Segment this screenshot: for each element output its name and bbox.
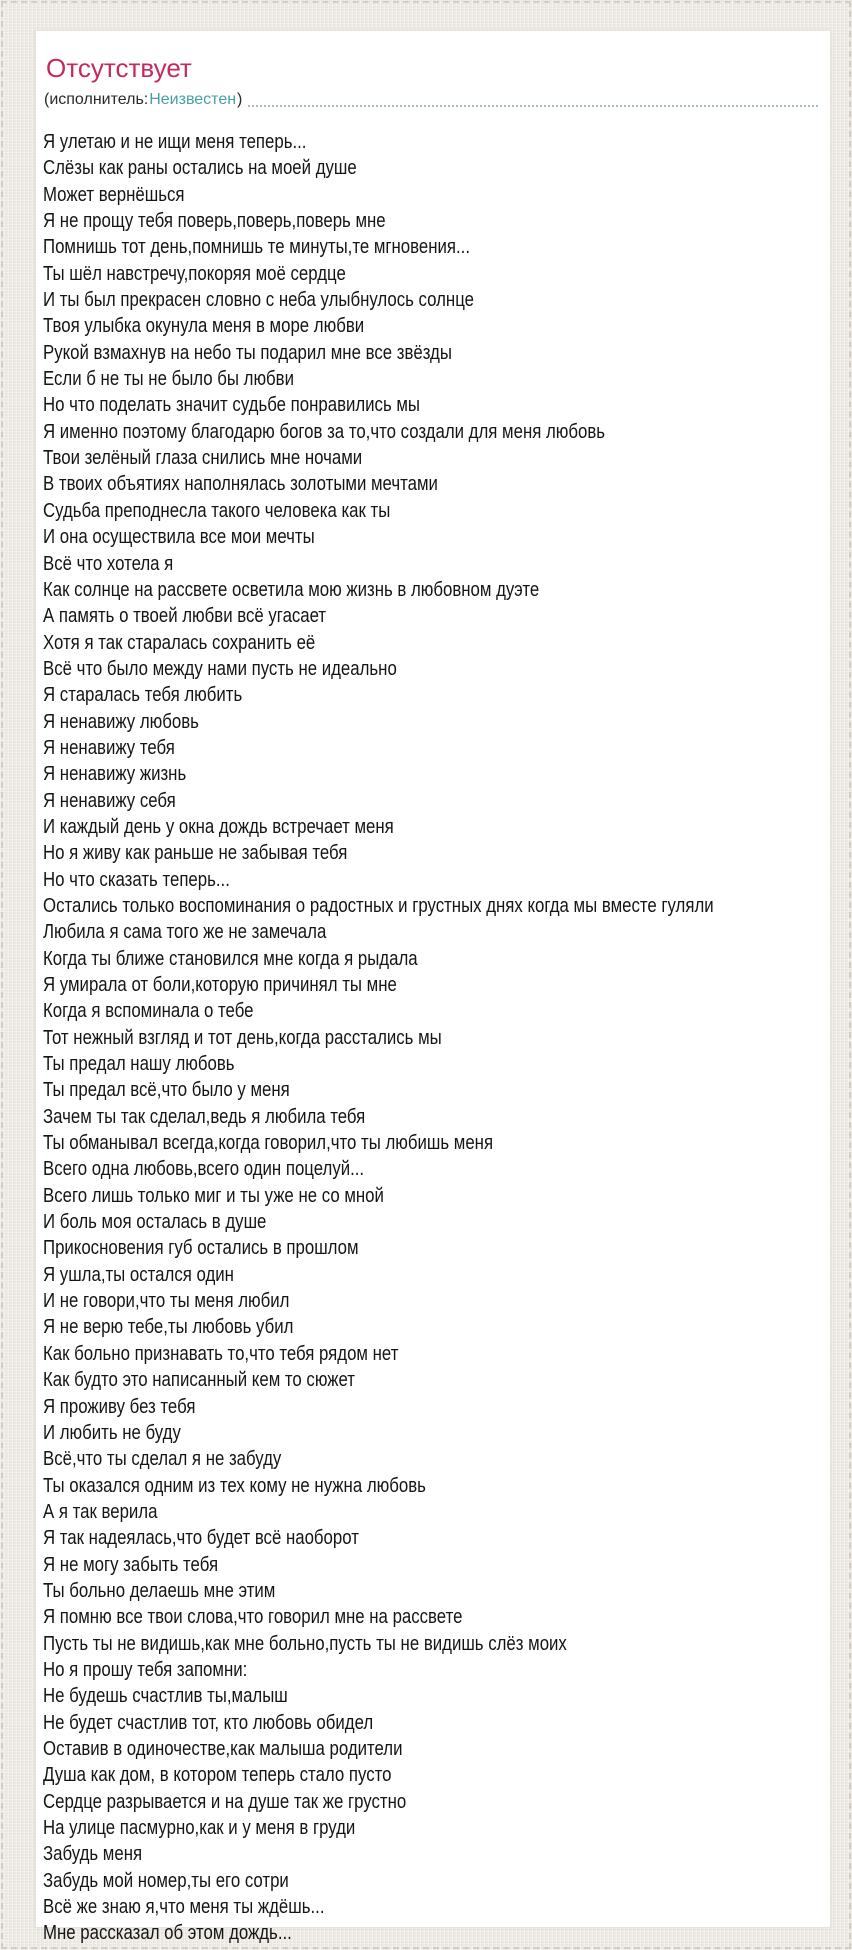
- lyric-line: Но что поделать значит судьбе понравились мы: [43, 394, 421, 417]
- lyric-line: Помнишь тот день,помнишь те минуты,те мгновения...: [43, 236, 470, 259]
- lyric-line: Я не прощу тебя поверь,поверь,поверь мне: [43, 210, 386, 233]
- artist-row: [44, 89, 820, 111]
- lyric-line: Хотя я так старалась сохранить её: [43, 631, 316, 654]
- lyric-line: Я старалась тебя любить: [43, 684, 243, 707]
- lyric-line: Я ушла,ты остался один: [43, 1263, 234, 1286]
- lyric-line: А я так верила: [43, 1500, 158, 1523]
- lyric-line: Всё же знаю я,что меня ты ждёшь...: [43, 1896, 325, 1919]
- lyric-line: Любила я сама того же не замечала: [43, 921, 327, 944]
- lyric-line: Сердце разрывается и на душе так же грустно: [43, 1790, 407, 1813]
- lyric-line: И боль моя осталась в душе: [43, 1211, 267, 1234]
- lyric-line: Я улетаю и не ищи меня теперь...: [43, 131, 307, 153]
- lyric-line: Мне рассказал об этом дождь...: [43, 1922, 292, 1945]
- lyric-line: Ты обманывал всегда,когда говорил,что ты любишь меня: [43, 1132, 494, 1155]
- lyric-line: Слёзы как раны остались на моей душе: [43, 157, 357, 180]
- lyric-line: Твоя улыбка окунула меня в море любви: [43, 315, 365, 338]
- lyric-line: Всё,что ты сделал я не забуду: [43, 1448, 282, 1471]
- lyric-line: Зачем ты так сделал,ведь я любила тебя: [43, 1105, 366, 1128]
- lyrics-card: [35, 30, 831, 1945]
- lyric-line: А память о твоей любви всё угасает: [43, 605, 327, 628]
- lyric-line: Я не могу забыть тебя: [43, 1553, 219, 1576]
- artist-close-paren: ): [237, 91, 243, 108]
- lyric-line: Всего одна любовь,всего один поцелуй...: [43, 1158, 365, 1181]
- lyric-line: И не говори,что ты меня любил: [43, 1290, 290, 1313]
- lyric-line: И она осуществила все мои мечты: [43, 526, 315, 549]
- lyric-line: Всего лишь только миг и ты уже не со мной: [43, 1184, 384, 1207]
- lyric-line: Но я прошу тебя запомни:: [43, 1658, 248, 1681]
- lyric-line: Когда я вспоминала о тебе: [43, 1000, 254, 1023]
- lyric-line: Душа как дом, в котором теперь стало пусто: [43, 1764, 392, 1787]
- lyric-line: Пусть ты не видишь,как мне больно,пусть ты не видишь слёз моих: [43, 1632, 567, 1655]
- lyric-line: Ты предал нашу любовь: [43, 1053, 235, 1076]
- lyric-line: Может вернёшься: [43, 183, 185, 206]
- lyric-line: Всё что было между нами пусть не идеально: [43, 657, 397, 680]
- lyric-line: Но что сказать теперь...: [43, 868, 230, 891]
- lyric-line: И любить не буду: [43, 1421, 181, 1444]
- lyric-line: Как будто это написанный кем то сюжет: [43, 1369, 355, 1392]
- lyric-line: И каждый день у окна дождь встречает меня: [43, 815, 394, 838]
- lyric-line: Забудь мой номер,ты его сотри: [43, 1869, 289, 1892]
- lyric-line: Судьба преподнесла такого человека как ты: [43, 499, 391, 522]
- song-title: Отсутствует: [46, 53, 192, 83]
- lyric-line: Я ненавижу тебя: [43, 736, 175, 759]
- artist-link[interactable]: Неизвестен: [149, 91, 237, 108]
- lyric-line: Я ненавижу любовь: [43, 710, 199, 733]
- lyric-line: Как больно признавать то,что тебя рядом нет: [43, 1342, 399, 1365]
- lyric-line: Ты предал всё,что было у меня: [43, 1079, 290, 1102]
- lyric-line: Не будешь счастлив ты,малыш: [43, 1685, 288, 1708]
- lyric-line: Когда ты ближе становился мне когда я рыдала: [43, 947, 418, 970]
- lyric-line: И ты был прекрасен словно с неба улыбнулось солнце: [43, 289, 474, 312]
- lyric-line: Остались только воспоминания о радостных и грустных днях когда мы вместе гуляли: [43, 894, 714, 917]
- lyric-line: Забудь меня: [43, 1843, 143, 1866]
- lyric-line: Как солнце на рассвете осветила мою жизнь в любовном дуэте: [43, 578, 540, 601]
- lyric-line: Если б не ты не было бы любви: [43, 368, 294, 391]
- lyric-line: Прикосновения губ остались в прошлом: [43, 1237, 359, 1260]
- lyric-line: Твои зелёный глаза снились мне ночами: [43, 447, 363, 470]
- lyric-line: Я именно поэтому благодарю богов за то,что создали для меня любовь: [43, 420, 606, 443]
- lyric-line: Всё что хотела я: [43, 552, 174, 575]
- lyric-line: На улице пасмурно,как и у меня в груди: [43, 1817, 356, 1839]
- lyric-line: Я не верю тебе,ты любовь убил: [43, 1316, 294, 1339]
- lyric-line: Не будет счастлив тот, кто любовь обидел: [43, 1711, 374, 1734]
- lyric-line: Тот нежный взгляд и тот день,когда расстались мы: [43, 1026, 442, 1049]
- lyric-line: Ты шёл навстречу,покоряя моё сердце: [43, 262, 346, 285]
- lyric-line: В твоих объятиях наполнялась золотыми мечтами: [43, 473, 438, 496]
- lyric-line: Я помню все твои слова,что говорил мне на рассвете: [43, 1606, 463, 1629]
- artist-label: (исполнитель:: [44, 91, 149, 108]
- lyric-line: Но я живу как раньше не забывая тебя: [43, 842, 348, 865]
- lyric-line: Ты больно делаешь мне этим: [43, 1579, 276, 1602]
- lyric-line: Я ненавижу себя: [43, 789, 176, 812]
- lyric-line: Я умирала от боли,которую причинял ты мне: [43, 974, 397, 996]
- lyric-line: Рукой взмахнув на небо ты подарил мне все звёзды: [43, 341, 452, 364]
- dotted-separator: [248, 105, 818, 107]
- lyric-line: Я проживу без тебя: [43, 1395, 196, 1418]
- lyric-line: Я так надеялась,что будет всё наоборот: [43, 1527, 359, 1550]
- lyric-line: Ты оказался одним из тех кому не нужна любовь: [43, 1474, 426, 1497]
- lyric-line: Я ненавижу жизнь: [43, 763, 187, 786]
- lyrics-text: [43, 129, 820, 1947]
- lyric-line: Оставив в одиночестве,как малыша родители: [43, 1737, 403, 1760]
